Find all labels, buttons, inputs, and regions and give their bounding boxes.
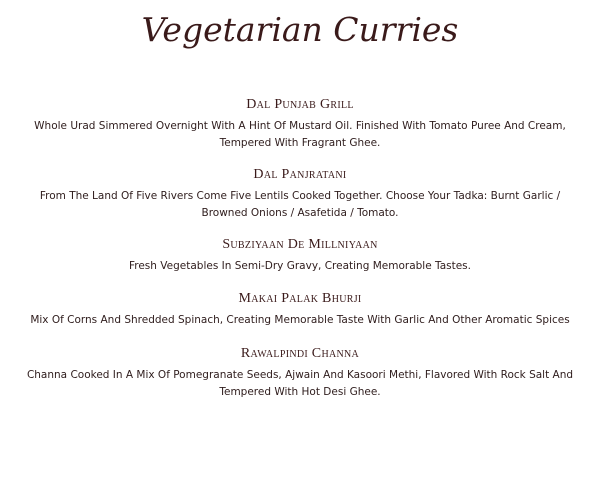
menu-item-name: Subziyaan De Millniyaan (222, 237, 378, 252)
menu-item-description: From The Land Of Five Rivers Come Five Lentils Cooked Together. Choose Your Tadka: Burnt Garlic / Browned Onions / Asafetida / Tomato. (39, 190, 561, 219)
menu-item-name: Dal Punjab Grill (246, 97, 354, 112)
menu-item-description: Fresh Vegetables In Semi-Dry Gravy, Creating Memorable Tastes. (128, 260, 471, 272)
menu-item (0, 290, 600, 329)
menu-title: Vegetarian Curries (141, 10, 459, 49)
menu-item-description: Channa Cooked In A Mix Of Pomegranate Seeds, Ajwain And Kasoori Methi, Flavored With Rock Salt And Tempered With Hot Desi Ghee. (26, 369, 574, 398)
menu-item (0, 96, 600, 152)
menu-item-name: Rawalpindi Channa (240, 346, 360, 361)
menu-item-description: Mix Of Corns And Shredded Spinach, Creating Memorable Taste With Garlic And Other Aromatic Spices (30, 314, 570, 326)
menu-item-description: Whole Urad Simmered Overnight With A Hint Of Mustard Oil. Finished With Tomato Puree And Cream, Tempered With Fragrant Ghee. (34, 120, 566, 149)
menu-item (0, 166, 600, 222)
menu-item (0, 236, 600, 275)
menu-item (0, 345, 600, 401)
menu-item-name: Makai Palak Bhurji (238, 291, 362, 306)
menu-item-name: Dal Panjratani (253, 167, 347, 182)
